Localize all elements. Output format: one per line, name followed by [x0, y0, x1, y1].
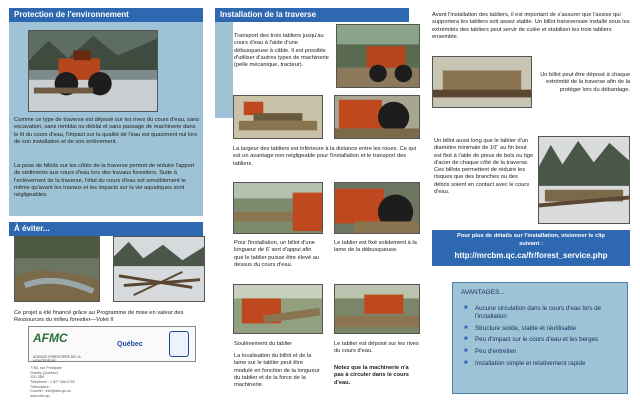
- funding-text: Ce projet a été financé grâce au Programme de mise en valeur des Ressources du milieu forestier—Volet II: [14, 310, 184, 324]
- address-line: Téléphone : 1 877 066-0700: [30, 380, 76, 385]
- address-line: www.afm.qc: [30, 394, 50, 399]
- partner-logos: [28, 326, 196, 362]
- side-log-photo: [538, 136, 630, 224]
- env-heading: Protection de l'environnement: [9, 8, 203, 22]
- width-photo-1: [233, 95, 323, 139]
- video-link-intro: Pour plus de détails sur l'installation, visionner le clip suivant :: [457, 233, 605, 247]
- agency-name: AGENCE FORESTIÈRE DE LA MONTÉRÉGIE: [33, 355, 81, 364]
- quebec-logo-text: Québec: [117, 341, 143, 348]
- address-line: Télécopieur :: [30, 384, 51, 389]
- middle-blue-strip: [215, 20, 233, 118]
- advantage-item: ■ Peu d'entretien: [461, 348, 621, 356]
- advantages-title: AVANTAGES...: [461, 289, 505, 296]
- address-block: [30, 366, 90, 399]
- advantage-item: ■ Aucune circulation dans le cours d'eau lors de l'installation: [461, 305, 621, 321]
- install-step-1: Transport des trois tabliers jusqu'au cours d'eau à l'aide d'une débusqueuse à câble. Il est possible d'utiliser d'autres types de machinerie (pelle mécanique, tracteur).: [234, 33, 329, 69]
- avoid-photo-2: [113, 236, 205, 302]
- end-log-photo: [432, 56, 532, 108]
- address-line: Courriel : info@afm.qc.ca: [30, 389, 71, 394]
- install-photo-2: [334, 182, 420, 234]
- advantage-item: ■ Installation simple et relativement rapide: [461, 360, 621, 368]
- install-step-2: La largeur des tabliers est inférieure à la distance entre les roues. Ce qui est un avantage non négligeable pour l'installation et le transport des tabliers.: [233, 146, 417, 167]
- advantages-box: [452, 282, 628, 394]
- advantage-item: ■ Peu d'impact sur le cours d'eau et les berges: [461, 336, 621, 344]
- base-stability-text: Avant l'installation des tabliers, il est important de s'assurer que l'assise qui supportera les tabliers soit assez stable. Un billot transversale installé sous les extrémités des tabliers peut servir de culée et stabiliser les trois tabliers ensemble.: [432, 12, 630, 40]
- lift-photo: [233, 284, 323, 334]
- install-step-5: Soulèvement du tablier: [234, 341, 293, 347]
- side-log-text: Un billot aussi long que le tablier d'un diamètre minimale de 10'' au fin bout est fixé à l'aide de pieux de bois ou tige d'acier de chaque côté de la traverse. Ces billots permettent de réduire les risques que des branches ou des débris soient en contact avec le cours d'eau.: [434, 138, 534, 196]
- afm-logo-icon: [33, 331, 73, 355]
- address-line: J2G 2B9: [30, 375, 44, 380]
- install-step-7: Le tablier est déposé sur les rives du cours d'eau.: [334, 341, 419, 355]
- skidder-photo: [28, 30, 158, 112]
- address-line: Granby (Québec): [30, 370, 58, 375]
- avoid-heading: À éviter...: [9, 222, 203, 236]
- install-step-3: Pour l'installation, un billot d'une longueur de 6' sert d'appui afin que le tablier puisse être élevé au dessus du cours d'eau.: [234, 240, 320, 268]
- env-body-2: La pose de billots sur les côtés de la traverse permet de réduire l'apport de sédiments aux cours d'eau lors des travaux forestiers. Suite à l'enlèvement de la traverse, l'état du cours d'eau est sensiblement le même qu'avant les travaux et les impacts sur la vie aquatiques sont négligeables.: [14, 163, 195, 199]
- install-photo-1: [233, 182, 323, 234]
- transport-photo: [336, 24, 420, 88]
- install-note: Notez que la machinerie n'a pas à circuler dans le cours d'eau.: [334, 365, 409, 386]
- deposit-photo: [334, 284, 420, 334]
- video-link-box: [432, 230, 630, 266]
- end-log-text: Un billot peut être déposé à chaque extrémité de la traverse afin de la protéger lors du débardage.: [540, 72, 630, 93]
- install-step-4: Le tablier est fixé solidement à la lame de la débusqueuse.: [334, 240, 417, 254]
- certification-logo-icon: [169, 331, 189, 357]
- quebec-logo: [117, 341, 143, 350]
- advantages-list: [461, 305, 621, 368]
- address-line: 7765, rue Principale: [30, 366, 62, 370]
- afm-logo-text: AFMC: [33, 331, 68, 345]
- video-link-url[interactable]: http://mrcbm.qc.ca/fr/forest_service.php: [454, 251, 608, 261]
- install-heading: Installation de la traverse: [215, 8, 409, 22]
- advantage-item: ■ Structure solide, stable et réutilisable: [461, 325, 621, 333]
- install-step-6: La localisation du billot et de la lame sur le tablier peut être modulé en fonction de la longueur du tablier et de la force de la machinerie.: [234, 353, 320, 389]
- env-body-1: Comme ce type de traverse est déposé sur les rives du cours d'eau, sans excavation, sans remblai ou déblai et sans passage de machinerie dans le lit du cours d'eau, l'impact sur la qualité de l'eau est quasiment nul lors de son installation et de son enlèvement.: [14, 117, 200, 145]
- width-photo-2: [334, 95, 420, 139]
- avoid-photo-1: [14, 236, 100, 302]
